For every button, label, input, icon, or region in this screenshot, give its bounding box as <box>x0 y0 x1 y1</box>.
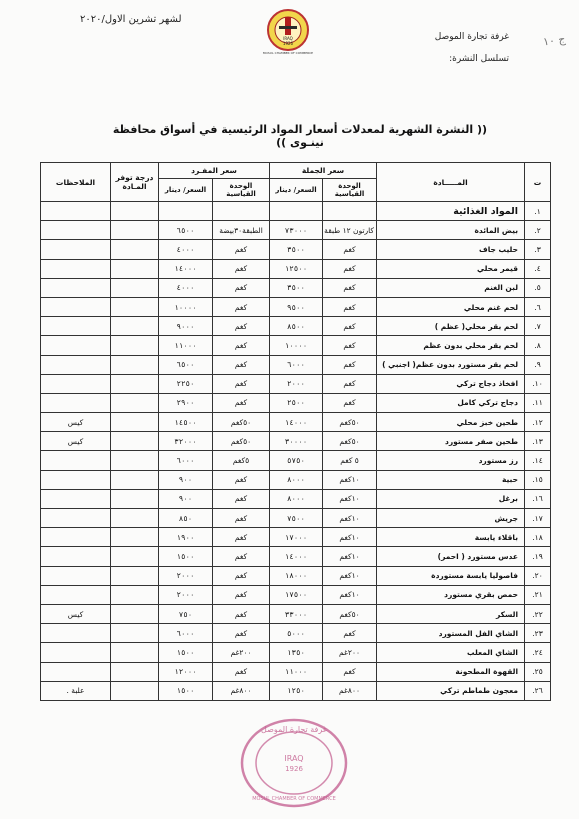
retail-price: ٢٠٠٠ <box>159 585 213 604</box>
table-row <box>41 336 551 355</box>
price-table <box>40 162 551 701</box>
wholesale-price: ٣٥٠٠ <box>270 278 323 297</box>
col-item-header: المـــــادة <box>377 163 525 202</box>
retail-unit: كغم <box>213 355 270 374</box>
wholesale-unit: كغم <box>323 662 377 681</box>
wholesale-unit: كغم <box>323 259 377 278</box>
retail-unit: الطبقة٣٠بيضة <box>213 221 270 240</box>
table-row <box>41 297 551 316</box>
wholesale-unit: كغم <box>323 624 377 643</box>
chamber-logo <box>262 8 314 56</box>
wholesale-unit: كغم <box>323 393 377 412</box>
empty-cell <box>270 202 323 221</box>
availability <box>111 355 159 374</box>
category-row <box>41 202 551 221</box>
wholesale-price: ١٧٠٠٠ <box>270 528 323 547</box>
row-no: ٩. <box>525 355 551 374</box>
row-no: ٢٥. <box>525 662 551 681</box>
row-no: ١٥. <box>525 470 551 489</box>
availability <box>111 528 159 547</box>
stamp-english-text: MOSUL CHAMBER OF COMMERCE <box>252 796 336 802</box>
availability <box>111 297 159 316</box>
row-no: ٢٢. <box>525 604 551 623</box>
table-row <box>41 528 551 547</box>
notes <box>41 509 111 528</box>
retail-price: ٢٢٥٠ <box>159 374 213 393</box>
wholesale-unit: ١٠كغم <box>323 528 377 547</box>
retail-unit: كغم <box>213 317 270 336</box>
wholesale-unit-header: الوحدة القياسية <box>323 179 377 202</box>
retail-unit: كغم <box>213 259 270 278</box>
category-name: المواد الغذائية <box>377 202 525 221</box>
notes <box>41 547 111 566</box>
notes <box>41 336 111 355</box>
retail-unit: كغم <box>213 624 270 643</box>
availability <box>111 317 159 336</box>
retail-price-header: السعر/ دينار <box>159 179 213 202</box>
wholesale-unit: ٨٠٠غم <box>323 681 377 700</box>
row-no: ٦. <box>525 297 551 316</box>
serial-label: تسلسل النشرة: <box>449 54 509 64</box>
wholesale-price: ٢٠٠٠ <box>270 374 323 393</box>
notes <box>41 221 111 240</box>
retail-price: ٦٥٠٠ <box>159 221 213 240</box>
notes: كيس <box>41 604 111 623</box>
availability <box>111 662 159 681</box>
retail-price: ١٥٠٠ <box>159 681 213 700</box>
row-no: ١٤. <box>525 451 551 470</box>
wholesale-price: ٢٥٠٠ <box>270 393 323 412</box>
availability <box>111 604 159 623</box>
row-no: ١٩. <box>525 547 551 566</box>
retail-unit: كغم <box>213 470 270 489</box>
item-name: الشاي المعلب <box>377 643 525 662</box>
empty-cell <box>111 202 159 221</box>
wholesale-price: ٣٣٠٠٠ <box>270 604 323 623</box>
empty-cell <box>213 202 270 221</box>
retail-price: ٤٠٠٠ <box>159 240 213 259</box>
header-org-block <box>435 26 509 70</box>
wholesale-unit: ٢٠٠غم <box>323 643 377 662</box>
availability <box>111 681 159 700</box>
item-name: لحم بقر محلي( عظم ) <box>377 317 525 336</box>
retail-unit: كغم <box>213 604 270 623</box>
wholesale-unit: كارتون ١٢ طبقة <box>323 221 377 240</box>
retail-price: ٢٠٠٠ <box>159 566 213 585</box>
wholesale-unit: ١٠كغم <box>323 547 377 566</box>
item-name: معجون طماطم تركي <box>377 681 525 700</box>
table-row <box>41 374 551 393</box>
notes <box>41 259 111 278</box>
logo-country-text: IRAQ <box>283 36 293 41</box>
availability <box>111 547 159 566</box>
retail-price: ٧٥٠ <box>159 604 213 623</box>
retail-unit: كغم <box>213 336 270 355</box>
notes: علبة . <box>41 681 111 700</box>
retail-price: ١٤٥٠٠ <box>159 413 213 432</box>
wholesale-unit: كغم <box>323 278 377 297</box>
item-name: دجاج تركي كامل <box>377 393 525 412</box>
row-no: ٢٤. <box>525 643 551 662</box>
retail-unit: كغم <box>213 509 270 528</box>
row-no: ٢. <box>525 221 551 240</box>
item-name: لحم بقر محلي بدون عظم <box>377 336 525 355</box>
row-no: ٢٦. <box>525 681 551 700</box>
col-wholesale-header: سعر الجملة <box>270 163 377 179</box>
notes <box>41 470 111 489</box>
wholesale-price: ١٨٠٠٠ <box>270 566 323 585</box>
availability <box>111 509 159 528</box>
row-no: ٧. <box>525 317 551 336</box>
col-notes-header: الملاحظات <box>41 163 111 202</box>
notes <box>41 566 111 585</box>
notes: كيس <box>41 413 111 432</box>
retail-unit: ٥كغم <box>213 451 270 470</box>
retail-price: ١٥٠٠ <box>159 643 213 662</box>
table-row <box>41 259 551 278</box>
empty-cell <box>159 202 213 221</box>
row-no: ١٢. <box>525 413 551 432</box>
retail-unit: كغم <box>213 528 270 547</box>
retail-price: ٦٠٠٠ <box>159 451 213 470</box>
wholesale-price-header: السعر/ دينار <box>270 179 323 202</box>
table-row <box>41 355 551 374</box>
item-name: طحين خبز محلي <box>377 413 525 432</box>
availability <box>111 451 159 470</box>
wholesale-unit: ١٠كغم <box>323 509 377 528</box>
empty-cell <box>323 202 377 221</box>
notes <box>41 662 111 681</box>
wholesale-price: ٣٠٠٠٠ <box>270 432 323 451</box>
wholesale-price: ١١٠٠٠ <box>270 662 323 681</box>
stamp-top-text: غرفة تجارة الموصل <box>261 725 327 734</box>
retail-price: ١٠٠٠٠ <box>159 297 213 316</box>
wholesale-price: ٥٠٠٠ <box>270 624 323 643</box>
retail-unit: كغم <box>213 240 270 259</box>
wholesale-unit: ١٠كغم <box>323 489 377 508</box>
item-name: جريش <box>377 509 525 528</box>
availability <box>111 413 159 432</box>
row-no: ٥. <box>525 278 551 297</box>
wholesale-price: ٩٥٠٠ <box>270 297 323 316</box>
logo-english-text: MOSUL CHAMBER OF COMMERCE <box>262 51 314 55</box>
retail-price: ١٥٠٠ <box>159 547 213 566</box>
wholesale-price: ٨٥٠٠ <box>270 317 323 336</box>
wholesale-unit: ١٠كغم <box>323 470 377 489</box>
item-name: السكر <box>377 604 525 623</box>
item-name: افخاذ دجاج تركي <box>377 374 525 393</box>
retail-unit: ٢٠٠غم <box>213 643 270 662</box>
stamp-country-text: IRAQ <box>284 754 304 763</box>
retail-unit: كغم <box>213 662 270 681</box>
table-row <box>41 393 551 412</box>
notes <box>41 585 111 604</box>
table-row <box>41 624 551 643</box>
row-no: ٨. <box>525 336 551 355</box>
availability <box>111 566 159 585</box>
wholesale-unit: كغم <box>323 297 377 316</box>
item-name: باقلاء يابسة <box>377 528 525 547</box>
retail-unit: ٥٠كغم <box>213 432 270 451</box>
item-name: لحم بقر مستورد بدون عظم( اجنبي ) <box>377 355 525 374</box>
wholesale-unit: ٥٠كغم <box>323 432 377 451</box>
item-name: قيمر محلي <box>377 259 525 278</box>
retail-price: ٦٠٠٠ <box>159 624 213 643</box>
row-no: ٢١. <box>525 585 551 604</box>
col-no-header: ت <box>525 163 551 202</box>
retail-price: ١٢٠٠٠ <box>159 662 213 681</box>
item-name: حمص بقري مستورد <box>377 585 525 604</box>
availability <box>111 221 159 240</box>
availability <box>111 624 159 643</box>
item-name: لبن الغنم <box>377 278 525 297</box>
table-row <box>41 662 551 681</box>
row-no: ١٧. <box>525 509 551 528</box>
item-name: لحم غنم محلي <box>377 297 525 316</box>
wholesale-unit: كغم <box>323 317 377 336</box>
margin-mark: ج ١٠ <box>541 32 566 49</box>
availability <box>111 278 159 297</box>
notes <box>41 374 111 393</box>
table-row <box>41 566 551 585</box>
row-no: ٢٠. <box>525 566 551 585</box>
table-row <box>41 470 551 489</box>
wholesale-price: ١٤٠٠٠ <box>270 547 323 566</box>
wholesale-price: ١٣٥٠ <box>270 643 323 662</box>
item-name: القهوة المطحونة <box>377 662 525 681</box>
row-no: ١١. <box>525 393 551 412</box>
retail-unit: كغم <box>213 547 270 566</box>
item-name: فاصوليا يابسة مستوردة <box>377 566 525 585</box>
wholesale-price: ٦٠٠٠ <box>270 355 323 374</box>
notes <box>41 317 111 336</box>
wholesale-unit: كغم <box>323 355 377 374</box>
table-row <box>41 681 551 700</box>
wholesale-unit: ١٠كغم <box>323 585 377 604</box>
retail-price: ٤٠٠٠ <box>159 278 213 297</box>
item-name: عدس مستورد ( احمر) <box>377 547 525 566</box>
retail-unit: كغم <box>213 489 270 508</box>
wholesale-unit: كغم <box>323 240 377 259</box>
availability <box>111 643 159 662</box>
col-retail-header: سعر المفـرد <box>159 163 270 179</box>
notes <box>41 278 111 297</box>
category-no: ١. <box>525 202 551 221</box>
wholesale-price: ٧٥٠٠ <box>270 509 323 528</box>
table-row <box>41 643 551 662</box>
item-name: برغل <box>377 489 525 508</box>
table-row <box>41 278 551 297</box>
retail-price: ٩٠٠ <box>159 470 213 489</box>
row-no: ١٦. <box>525 489 551 508</box>
wholesale-price: ٥٧٥٠ <box>270 451 323 470</box>
wholesale-price: ٣٥٠٠ <box>270 240 323 259</box>
item-name: الشاي الفل المستورد <box>377 624 525 643</box>
wholesale-price: ٨٠٠٠ <box>270 470 323 489</box>
table-row <box>41 604 551 623</box>
availability <box>111 336 159 355</box>
item-name: طحين صفر مستورد <box>377 432 525 451</box>
chamber-stamp <box>238 716 350 810</box>
row-no: ٤. <box>525 259 551 278</box>
row-no: ١٨. <box>525 528 551 547</box>
notes: كيس <box>41 432 111 451</box>
retail-price: ١١٠٠٠ <box>159 336 213 355</box>
retail-unit: كغم <box>213 585 270 604</box>
notes <box>41 528 111 547</box>
wholesale-price: ١٧٥٠٠ <box>270 585 323 604</box>
table-header-row <box>41 163 551 179</box>
notes <box>41 451 111 470</box>
availability <box>111 489 159 508</box>
retail-price: ١٩٠٠ <box>159 528 213 547</box>
wholesale-price: ١٤٠٠٠ <box>270 413 323 432</box>
row-no: ١٠. <box>525 374 551 393</box>
wholesale-unit: كغم <box>323 374 377 393</box>
retail-price: ٩٠٠٠ <box>159 317 213 336</box>
retail-unit: كغم <box>213 393 270 412</box>
table-row <box>41 451 551 470</box>
table-row <box>41 240 551 259</box>
retail-unit: كغم <box>213 297 270 316</box>
wholesale-price: ١٢٥٠ <box>270 681 323 700</box>
stamp-year-text: 1926 <box>285 765 303 773</box>
wholesale-price: ١٢٥٠٠ <box>270 259 323 278</box>
retail-unit: ٨٠٠غم <box>213 681 270 700</box>
notes <box>41 355 111 374</box>
month-label: لشهر تشرين الاول/٢٠٢٠ <box>80 14 182 25</box>
item-name: رز مستورد <box>377 451 525 470</box>
table-row <box>41 509 551 528</box>
availability <box>111 240 159 259</box>
table-row <box>41 432 551 451</box>
retail-unit: ٥٠كغم <box>213 413 270 432</box>
notes <box>41 489 111 508</box>
notes <box>41 643 111 662</box>
logo-year-text: 1926 <box>282 41 294 46</box>
retail-price: ٢٩٠٠ <box>159 393 213 412</box>
retail-unit-header: الوحدة القياسية <box>213 179 270 202</box>
retail-price: ٨٥٠ <box>159 509 213 528</box>
item-name: حبية <box>377 470 525 489</box>
table-row <box>41 585 551 604</box>
notes <box>41 297 111 316</box>
document-title: (( النشرة الشهرية لمعدلات أسعار المواد الرئيسية في أسواق محافظة نينـوى )) <box>112 123 488 149</box>
retail-unit: كغم <box>213 374 270 393</box>
item-name: بيض المائدة <box>377 221 525 240</box>
item-name: حليب جاف <box>377 240 525 259</box>
row-no: ١٣. <box>525 432 551 451</box>
availability <box>111 585 159 604</box>
table-row <box>41 317 551 336</box>
retail-unit: كغم <box>213 278 270 297</box>
availability <box>111 470 159 489</box>
retail-price: ٣٢٠٠٠ <box>159 432 213 451</box>
org-name: غرفة تجارة الموصل <box>434 32 509 42</box>
col-availability-header: درجة توفر المـادة <box>111 163 159 202</box>
wholesale-unit: ٥٠كغم <box>323 604 377 623</box>
table-row <box>41 413 551 432</box>
table-row <box>41 489 551 508</box>
row-no: ٣. <box>525 240 551 259</box>
notes <box>41 240 111 259</box>
wholesale-unit: ٥ كغم <box>323 451 377 470</box>
availability <box>111 259 159 278</box>
empty-cell <box>41 202 111 221</box>
notes <box>41 393 111 412</box>
row-no: ٢٣. <box>525 624 551 643</box>
table-row <box>41 221 551 240</box>
availability <box>111 432 159 451</box>
retail-price: ٦٥٠٠ <box>159 355 213 374</box>
retail-price: ١٤٠٠٠ <box>159 259 213 278</box>
notes <box>41 624 111 643</box>
table-row <box>41 547 551 566</box>
wholesale-price: ١٠٠٠٠ <box>270 336 323 355</box>
retail-unit: كغم <box>213 566 270 585</box>
wholesale-unit: ١٠كغم <box>323 566 377 585</box>
wholesale-price: ٨٠٠٠ <box>270 489 323 508</box>
availability <box>111 393 159 412</box>
wholesale-unit: ٥٠كغم <box>323 413 377 432</box>
retail-price: ٩٠٠ <box>159 489 213 508</box>
wholesale-unit: كغم <box>323 336 377 355</box>
wholesale-price: ٧٣٠٠٠ <box>270 221 323 240</box>
availability <box>111 374 159 393</box>
